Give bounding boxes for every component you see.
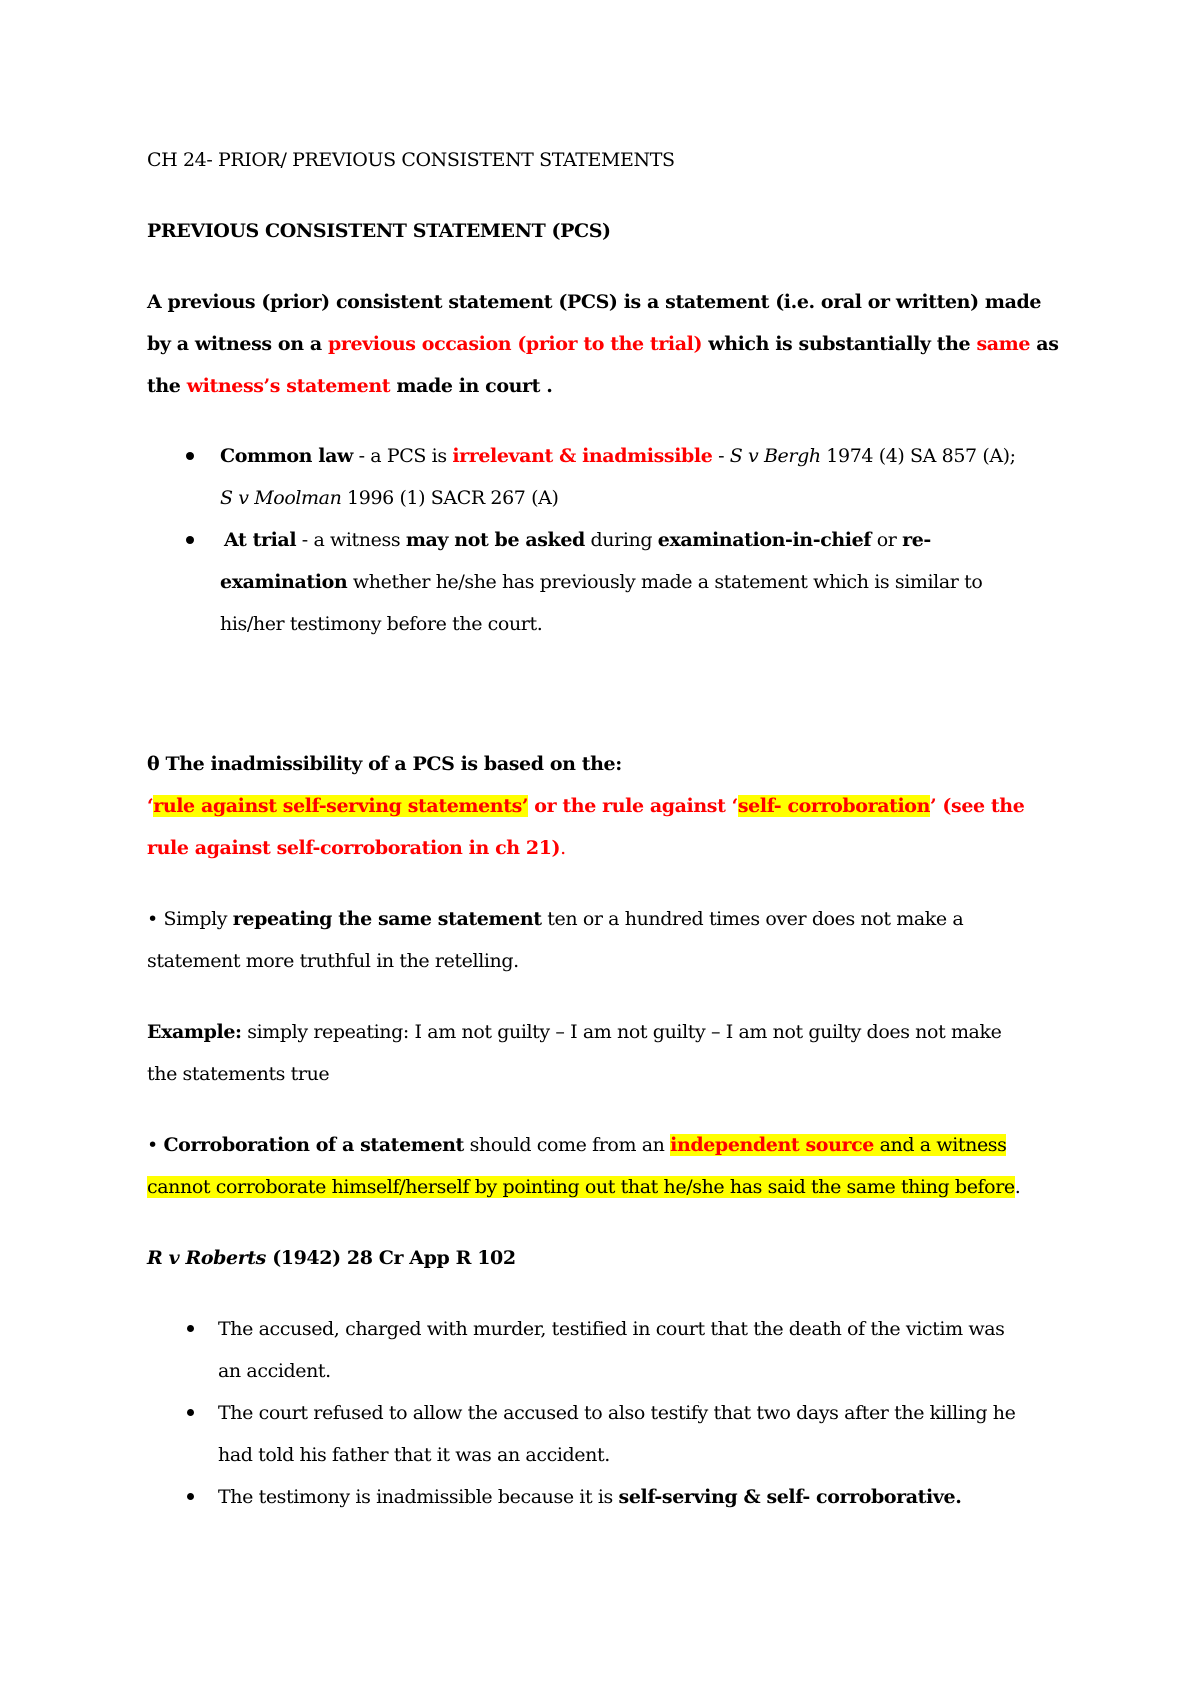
- bullet-icon: [186, 452, 194, 460]
- bullet-icon: [186, 536, 194, 544]
- bullet-common-law-line-2: S v Moolman 1996 (1) SACR 267 (A): [220, 487, 559, 509]
- bullet-icon: [187, 1325, 194, 1332]
- example-line-1: Example: simply repeating: I am not guilty – I am not guilty – I am not guilty does not make: [147, 1021, 1002, 1043]
- section-heading: PREVIOUS CONSISTENT STATEMENT (PCS): [147, 220, 611, 242]
- bullet-at-trial-line-1: At trial - a witness may not be asked during examination-in-chief or re-: [224, 529, 931, 551]
- case-point-2-line-2: had told his father that it was an accident.: [218, 1444, 610, 1466]
- chapter-heading: CH 24- PRIOR/ PREVIOUS CONSISTENT STATEMENTS: [147, 149, 675, 171]
- repetition-line-2: statement more truthful in the retelling.: [147, 950, 519, 972]
- case-citation: R v Roberts (1942) 28 Cr App R 102: [147, 1247, 516, 1269]
- repetition-line-1: • Simply repeating the same statement ten or a hundred times over does not make a: [147, 908, 964, 930]
- definition-line-3: the witness’s statement made in court .: [147, 375, 553, 397]
- corroboration-line-2: cannot corroborate himself/herself by pointing out that he/she has said the same thing before.: [147, 1176, 1021, 1198]
- bullet-icon: [187, 1493, 194, 1500]
- bullet-common-law-line-1: Common law - a PCS is irrelevant & inadmissible - S v Bergh 1974 (4) SA 857 (A);: [220, 445, 1016, 467]
- case-point-3: The testimony is inadmissible because it is self-serving & self- corroborative.: [218, 1486, 962, 1508]
- case-point-2-line-1: The court refused to allow the accused to also testify that two days after the killing he: [218, 1402, 1016, 1424]
- bullet-icon: [187, 1409, 194, 1416]
- corroboration-line-1: • Corroboration of a statement should come from an independent source and a witness: [147, 1134, 1007, 1156]
- basis-line-2: ‘rule against self-serving statements’ or the rule against ‘self- corroboration’ (see the: [147, 795, 1025, 817]
- definition-line-2: by a witness on a previous occasion (prior to the trial) which is substantially the same as: [147, 333, 1059, 355]
- definition-line-1: A previous (prior) consistent statement (PCS) is a statement (i.e. oral or written) made: [147, 291, 1042, 313]
- basis-line-1: θ The inadmissibility of a PCS is based on the:: [147, 753, 622, 775]
- basis-line-3: rule against self-corroboration in ch 21).: [147, 837, 566, 859]
- bullet-at-trial-line-2: examination whether he/she has previously made a statement which is similar to: [220, 571, 983, 593]
- bullet-at-trial-line-3: his/her testimony before the court.: [220, 613, 543, 635]
- case-point-1-line-2: an accident.: [218, 1360, 331, 1382]
- example-line-2: the statements true: [147, 1063, 330, 1085]
- case-point-1-line-1: The accused, charged with murder, testified in court that the death of the victim was: [218, 1318, 1005, 1340]
